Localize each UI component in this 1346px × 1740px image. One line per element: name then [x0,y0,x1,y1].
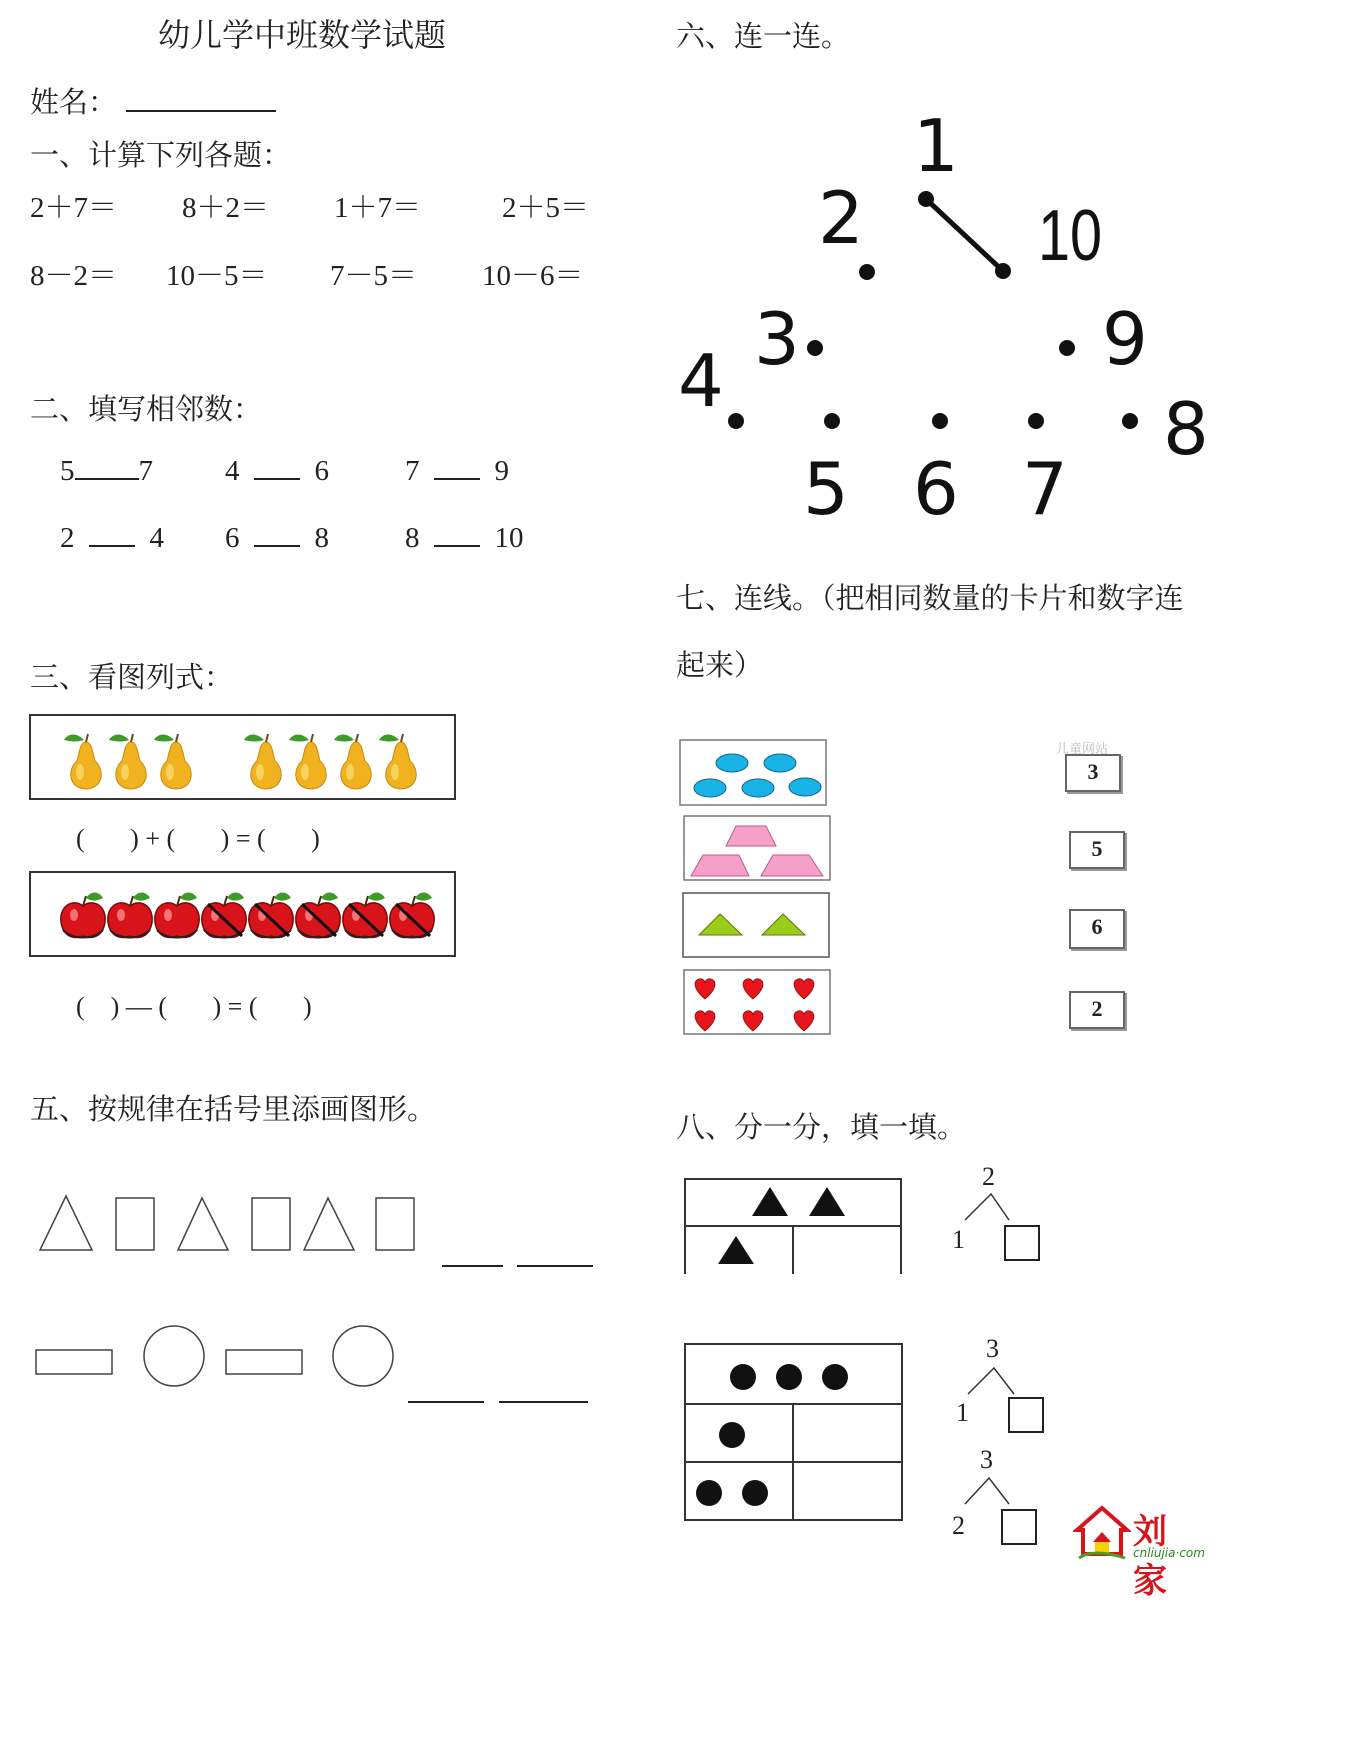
tree-top-number: 2 [982,1162,995,1191]
rectangle-shape [376,1198,414,1250]
neighbor-blank[interactable] [254,478,300,480]
pear-group-left [64,734,191,789]
calc-5: 8－2＝ [30,260,118,292]
pear [64,734,101,789]
triangle-shape [40,1196,92,1250]
dot-number: 2 [818,176,864,260]
dot[interactable] [1028,413,1044,429]
neighbor-item: 2 4 [60,522,164,554]
card-ellipses[interactable] [679,739,829,809]
dot-number: 4 [678,339,724,423]
card-trapezoids[interactable] [683,815,833,883]
dot[interactable] [995,263,1011,279]
section-3-heading: 三、看图列式： [30,660,234,694]
dot-shape [730,1364,756,1390]
calc-4: 2＋5＝ [502,192,590,224]
house-icon [1073,1504,1131,1560]
neighbor-blank[interactable] [89,545,135,547]
pear [334,734,371,789]
calc-8: 10－6＝ [482,260,584,292]
section-7-heading-cont: 起来） [676,648,764,682]
pattern-row-2 [30,1320,630,1410]
neighbor-blank[interactable] [434,545,480,547]
tree-top-number: 3 [986,1334,999,1363]
logo-name: 刘家 [1133,1512,1179,1601]
neighbor-item: 7 9 [405,455,509,487]
dot-number: 3 [754,297,800,381]
split-box-dots [684,1343,904,1523]
answer-paren[interactable]: ( ) [76,992,120,1021]
tree-left-number: 2 [952,1511,965,1540]
dot[interactable] [1122,413,1138,429]
apple-picture-box [29,871,456,957]
pear-group-right [244,734,416,789]
formula-subtraction: ( ) — ( ) = ( ) [76,992,312,1021]
apple [155,893,199,938]
dot-number: 8 [1163,387,1209,471]
tree-top-number: 3 [980,1445,993,1474]
calc-7: 7－5＝ [330,260,418,292]
calc-2: 8＋2＝ [182,192,270,224]
name-blank[interactable] [126,110,276,112]
pear [379,734,416,789]
dot[interactable] [932,413,948,429]
triangle-shape [809,1187,845,1216]
pear [289,734,326,789]
dot-shape [719,1422,745,1448]
neighbor-blank[interactable] [75,478,139,480]
name-row [30,80,276,121]
apple-crossed [202,893,246,938]
formula-addition: ( ) + ( ) = ( ) [76,824,320,853]
dot[interactable] [918,191,934,207]
dot[interactable] [859,264,875,280]
section-5-heading: 五、按规律在括号里添画图形。 [30,1092,437,1126]
section-2-heading: 二、填写相邻数： [30,392,263,426]
page-title: 幼儿学中班数学试题 [158,16,447,54]
neighbor-item: 4 6 [225,455,329,487]
apple-crossed [249,893,293,938]
answer-paren[interactable]: ( ) [76,824,139,853]
dot[interactable] [824,413,840,429]
answer-box[interactable] [1004,1225,1040,1261]
apple-crossed [343,893,387,938]
apple-crossed [390,893,434,938]
section-6-heading: 六、连一连。 [676,19,851,53]
neighbor-blank[interactable] [434,478,480,480]
section-8-heading: 八、分一分，填一填。 [676,1110,967,1144]
section-1-heading: 一、计算下列各题： [30,138,292,172]
rectangle-shape [252,1198,290,1250]
section-7-heading: 七、连线。（把相同数量的卡片和数字连 [676,581,1184,615]
tree-branch [963,1476,1023,1506]
pear [244,734,281,789]
answer-box[interactable] [1001,1509,1037,1545]
rectangle-shape [116,1198,154,1250]
dot[interactable] [728,413,744,429]
pear-illustration [31,716,454,798]
pear-picture-box [29,714,456,800]
dot-number: 5 [803,447,849,531]
tree-branch [963,1192,1023,1222]
number-card[interactable]: 3 [1065,754,1121,792]
apple-crossed [296,893,340,938]
logo-url: cnliujia·com [1133,1546,1205,1560]
dot-number: 9 [1102,297,1148,381]
dot-number: 7 [1022,447,1068,531]
rectangle-shape [226,1350,302,1374]
card-hearts[interactable] [683,969,833,1037]
dot-number: 10 [1038,196,1103,276]
answer-paren[interactable]: ( ) [248,992,312,1021]
neighbor-blank[interactable] [254,545,300,547]
apple [108,893,152,938]
apple [61,893,105,938]
circle-shape [333,1326,393,1386]
apple-illustration [31,873,454,955]
triangle-shape [178,1198,228,1250]
number-card[interactable]: 6 [1069,909,1125,949]
pattern-row-1 [30,1190,630,1270]
dot-shape [742,1480,768,1506]
dot-shape [776,1364,802,1390]
neighbor-item: 8 10 [405,522,524,554]
calc-3: 1＋7＝ [334,192,422,224]
name-label: 姓名： [30,85,118,119]
dot[interactable] [1059,340,1075,356]
pear [154,734,191,789]
tree-branch [966,1366,1026,1396]
number-card[interactable]: 5 [1069,831,1125,869]
watermark: 儿童网站 [1056,742,1109,757]
rectangle-shape [36,1350,112,1374]
answer-box[interactable] [1008,1397,1044,1433]
neighbor-item: 6 8 [225,522,329,554]
answer-paren[interactable]: ( ) [158,992,222,1021]
calc-1: 2＋7＝ [30,192,118,224]
neighbor-item: 5 7 [60,455,153,487]
triangle-shape [718,1236,754,1264]
calc-6: 10－5＝ [166,260,268,292]
dot-number: 6 [913,447,959,531]
circle-shape [144,1326,204,1386]
dot-shape [822,1364,848,1390]
dot[interactable] [807,340,823,356]
dot-number: 1 [913,104,959,188]
triangle-shape [304,1198,354,1250]
pear [109,734,146,789]
dot-shape [696,1480,722,1506]
card-triangles[interactable] [682,892,832,960]
triangle-shape [752,1187,788,1216]
answer-paren[interactable]: ( ) [166,824,230,853]
number-card[interactable]: 2 [1069,991,1125,1029]
site-logo [1073,1504,1213,1601]
tree-left-number: 1 [956,1398,969,1427]
answer-paren[interactable]: ( ) [257,824,320,853]
tree-left-number: 1 [952,1225,965,1254]
split-box-triangles [684,1178,904,1278]
